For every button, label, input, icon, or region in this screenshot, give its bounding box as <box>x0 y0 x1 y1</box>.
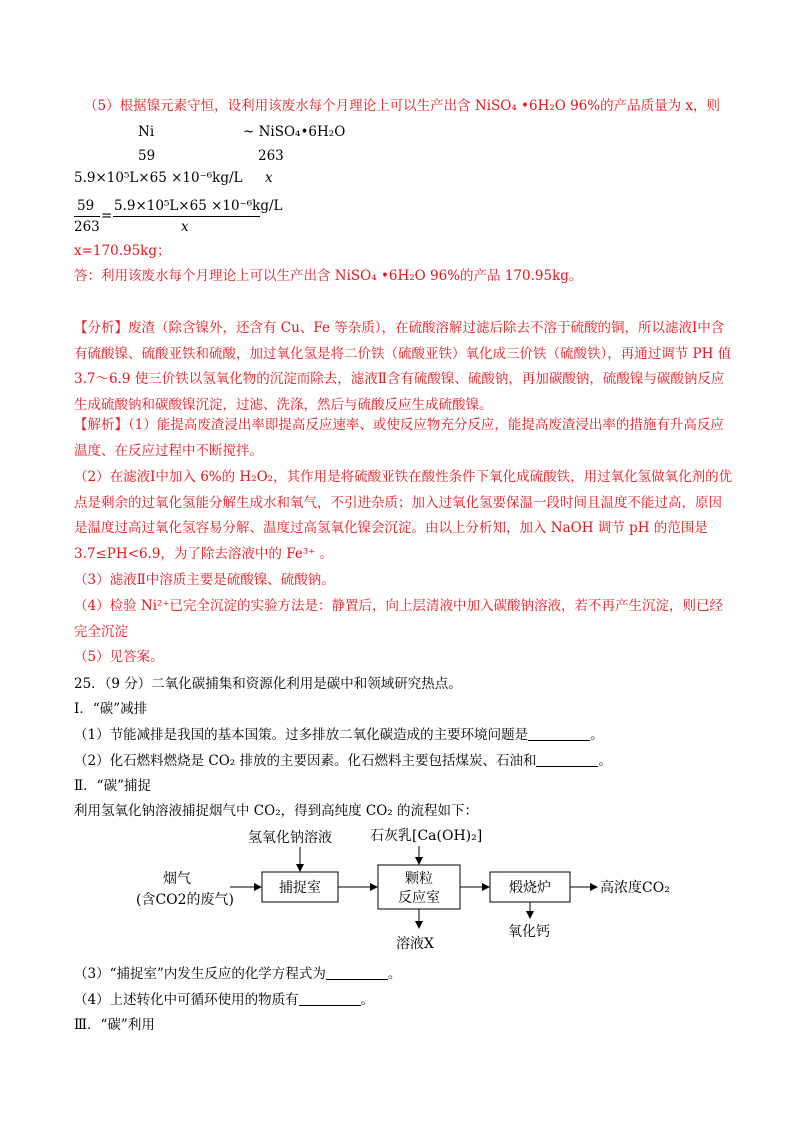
calc-given: 5.9×10⁵L×65 ×10⁻⁶kg/L <box>74 170 243 186</box>
label-fluegas: 烟气 <box>163 871 191 887</box>
frac-equals: = <box>101 208 113 224</box>
q1-answer-blank[interactable] <box>528 727 590 741</box>
label-furnace: 煅烧炉 <box>509 880 551 896</box>
frac-left-numerator: 59 <box>77 198 95 214</box>
q25-q3 <box>74 964 401 984</box>
explain-p5: （5）见答案。 <box>74 649 164 665</box>
label-high-co2: 高浓度CO₂ <box>600 880 670 896</box>
label-calcium-oxide: 氧化钙 <box>508 924 550 940</box>
analysis-paragraph <box>74 316 734 418</box>
part5-header: （5）根据镍元素守恒，设利用该废水每个月理论上可以生产出含 NiSO₄ •6H₂O 96%的产品质量为 x，则 <box>84 98 721 114</box>
q2-end: 。 <box>598 753 612 769</box>
calc-niso4-label: ~ NiSO₄•6H₂O <box>243 124 346 140</box>
q4-text: （4）上述转化中可循环使用的物质有 <box>74 992 299 1008</box>
q25-title: 25．（9 分）二氧化碳捕集和资源化利用是碳中和领域研究热点。 <box>74 676 462 692</box>
explain-p4: （4）检验 Ni²⁺已完全沉淀的实验方法是：静置后，向上层清液中加入碳酸钠溶液，若不再产生沉淀，则已经完全沉淀 <box>74 598 724 640</box>
q25-section-2: Ⅱ．“碳”捕捉 <box>74 778 151 794</box>
q25-q1 <box>74 725 604 745</box>
q2-text: （2）化石燃料燃烧是 CO₂ 排放的主要因素。化石燃料主要包括煤炭、石油和 <box>74 753 537 769</box>
q3-answer-blank[interactable] <box>326 966 388 980</box>
q25-intro: 利用氢氧化钠溶液捕捉烟气中 CO₂，得到高纯度 CO₂ 的流程如下： <box>74 803 478 819</box>
label-solution-x: 溶液X <box>396 936 434 952</box>
q25-q4 <box>74 990 374 1010</box>
label-fluegas-desc: (含CO2的废气) <box>136 892 235 908</box>
q25-section-1: Ⅰ．“碳”减排 <box>74 701 148 717</box>
frac-right-numerator: 5.9×10⁵L×65 ×10⁻⁶kg/L <box>114 198 283 214</box>
calc-answer: 答：利用该废水每个月理论上可以生产出含 NiSO₄ •6H₂O 96%的产品 170.95kg。 <box>74 268 583 284</box>
explain-p1 <box>74 413 734 464</box>
q3-text: （3）“捕捉室”内发生反应的化学方程式为 <box>74 966 326 982</box>
calc-mass-niso4: 263 <box>258 148 284 164</box>
calc-result: x=170.95kg； <box>74 243 171 259</box>
q25-q2 <box>74 751 612 771</box>
label-reactor-line2: 反应室 <box>398 890 440 906</box>
analysis-text: 废渣（除含镍外，还含有 Cu、Fe 等杂质），在硫酸溶解过滤后除去不溶于硫酸的铜，所以滤液Ⅰ中含有硫酸镍、硫酸亚铁和硫酸，加过氧化氢是将二价铁（硫酸亚铁）氧化成三价铁（硫酸铁），再通过调节 PH 值 3.7～6.9 使三价铁以氢氧化物的沉淀而除去，滤液Ⅱ含有硫酸镍、硫酸钠，再加碳酸钠，硫酸镍与碳酸钠反应生成硫酸钠和碳酸镍沉淀，过滤、洗涤，然后与硫酸反应生成硫酸镍。 <box>74 320 732 413</box>
frac-left-denominator: 263 <box>74 219 100 235</box>
q25-section-3: Ⅲ．“碳”利用 <box>74 1017 155 1033</box>
calc-unknown: x <box>265 170 273 186</box>
q1-text: （1）节能减排是我国的基本国策。过多排放二氧化碳造成的主要环境问题是 <box>74 727 529 743</box>
label-limewater: 石灰乳[Ca(OH)₂] <box>370 828 483 844</box>
analysis-tag: 【分析】 <box>74 320 128 336</box>
q4-answer-blank[interactable] <box>299 992 361 1006</box>
explain-p2: （2）在滤液Ⅰ中加入 6%的 H₂O₂，其作用是将硫酸亚铁在酸性条件下氧化成硫酸铁，用过氧化氢做氧化剂的优点是剩余的过氧化氢能分解生成水和氧气，不引进杂质；加入过氧化氢要保温一段时间且温度不能过高，原因是温度过高过氧化氢容易分解、温度过高氢氧化镍会沉淀。由以上分析知，加入 NaOH 调节 pH 的范围是 3.7≤PH<6.9，为了除去溶液中的 Fe³⁺ 。 <box>74 469 733 562</box>
explain-tag: 【解析】 <box>74 417 128 433</box>
frac-right-denominator: x <box>181 219 189 235</box>
calc-ni-label: Ni <box>138 124 155 140</box>
q3-end: 。 <box>387 966 402 982</box>
process-flow-diagram <box>0 820 800 960</box>
label-reactor-line1: 颗粒 <box>405 871 433 887</box>
label-naoh: 氢氧化钠溶液 <box>248 830 332 846</box>
calc-mass-ni: 59 <box>138 148 156 164</box>
label-capture-room: 捕捉室 <box>279 880 321 896</box>
explain-p1-text: （1）能提高废渣浸出率即提高反应速率、或使反应物充分反应，能提高废渣浸出率的措施有升高反应温度、在反应过程中不断搅拌。 <box>74 417 724 459</box>
q4-end: 。 <box>360 992 375 1008</box>
q1-end: 。 <box>590 727 604 743</box>
q2-answer-blank[interactable] <box>536 753 598 767</box>
explain-p3: （3）滤液Ⅱ中溶质主要是硫酸镍、硫酸钠。 <box>74 572 335 588</box>
